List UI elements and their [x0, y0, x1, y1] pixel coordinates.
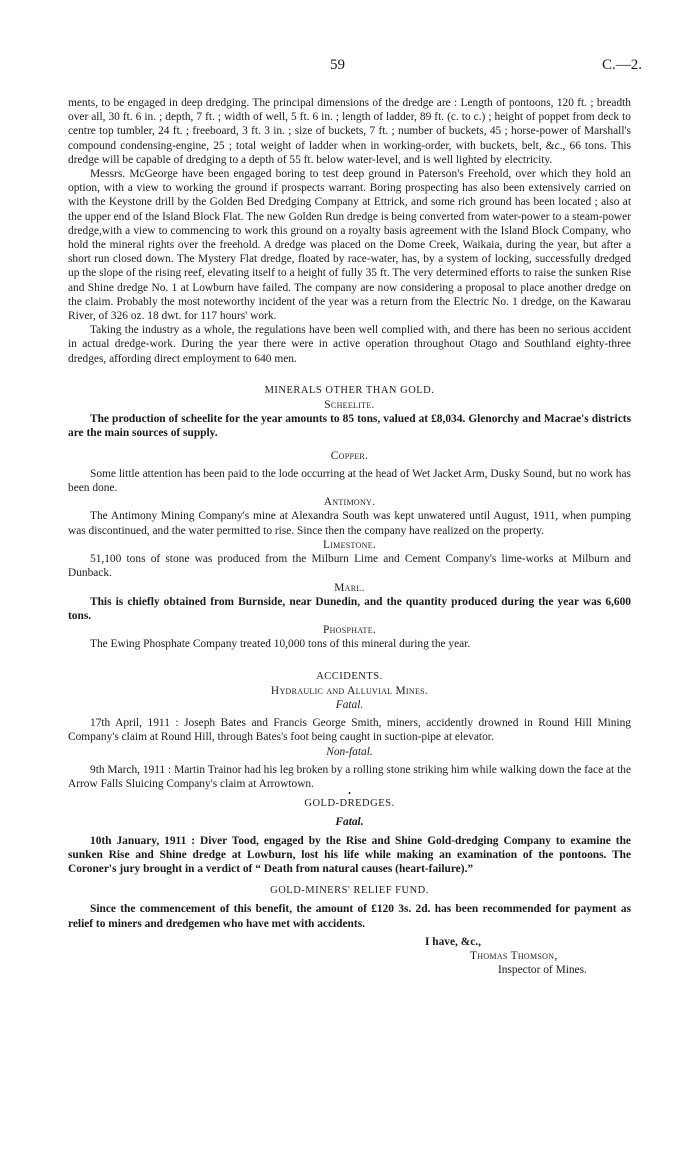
boring-prospecting-paragraph: Messrs. McGeorge have been engaged boring to test deep ground in Paterson's Freehold, over which they hold an option, with a view to working the ground if prospects warrant. Boring prospecting has also been extensively carried on with the Keystone drill by the Golden Bed Dredging Company at Ettrick, and some rich ground has been located ; also at the upper end of the Island Block Flat. The new Golden Run dredge is being converted from water-power to a steam-power dredge,with a view to commencing to work this ground on a royalty basis agreement with the Island Block Company, who hold the mineral rights over the freehold. A dredge was placed on the Dome Creek, Waikaia, during the year, but after a short run closed down. The Mystery Flat dredge, floated by race-water, has, by a system of locking, successfully dredged up the slope of the rising reef, elevating itself to a height of fully 35 ft. The very determined efforts to raise the sunken Rise and Shine dredge No. 1 at Lowburn have failed. The company are now considering a proposal to place another dredge on the claim. Probably the most noteworthy incident of the year was a return from the Electric No. 1 dredge, on the Kawarau River, of 326 oz. 18 dwt. for 117 hours' work. — [68, 168, 631, 323]
phosphate-heading: Phosphate. — [322, 624, 377, 637]
dredges-fatal-paragraph: 10th January, 1911 : Diver Tood, engaged by the Rise and Shine Gold-dredging Company to examine the sunken Rise and Shine dredge at Lowburn, lost his life while making an examination of the pontoons. The Coroner's jury brought in a verdict of “ Death from natural causes (heart-failure).” — [68, 834, 631, 875]
phosphate-paragraph: The Ewing Phosphate Company treated 10,000 tons of this mineral during the year. — [90, 638, 471, 651]
antimony-paragraph: The Antimony Mining Company's mine at Alexandra South was kept unwatered until August, 1911, when pumping was discontinued, and the water permitted to rise. Since then the company have realized on the property. — [68, 510, 631, 537]
limestone-heading: Limestone. — [322, 538, 377, 551]
minerals-heading: MINERALS OTHER THAN GOLD. — [264, 384, 435, 396]
scheelite-paragraph: The production of scheelite for the year amounts to 85 tons, valued at £8,034. Glenorchy and Macrae's districts are the main sources of supply. — [68, 413, 631, 440]
hydraulic-fatal-label: Fatal. — [335, 698, 364, 711]
gold-dredges-heading: GOLD-DREDGES. — [304, 798, 395, 810]
hydraulic-fatal-paragraph: 17th April, 1911 : Joseph Bates and Francis George Smith, miners, accidently drowned in Round Hill Mining Company's claim at Round Hill, through Bates's foot being caught in suction-pipe at elevator. — [68, 717, 631, 744]
hydraulic-nonfatal-paragraph: 9th March, 1911 : Martin Trainor had his leg broken by a rolling stone striking him while walking down the face at the Arrow Falls Sluicing Company's claim at Arrowtown. — [68, 763, 631, 790]
marl-heading: Marl. — [334, 581, 365, 594]
page-body — [68, 96, 631, 977]
signature-name: Thomas Thomson, — [470, 949, 558, 962]
ornament-dot: • — [348, 789, 351, 799]
signature-closing: I have, &c., — [425, 935, 481, 948]
document-reference: C.—2. — [601, 57, 642, 73]
limestone-paragraph: 51,100 tons of stone was produced from the Milburn Lime and Cement Company's lime-works at Milburn and Dunback. — [68, 553, 631, 580]
relief-fund-paragraph: Since the commencement of this benefit, the amount of £120 3s. 2d. has been recommended for payment as relief to miners and dredgemen who have met with accidents. — [68, 903, 631, 930]
marl-paragraph: This is chiefly obtained from Burnside, near Dunedin, and the quantity produced during the year was 6,600 tons. — [68, 595, 631, 622]
copper-heading: Copper. — [330, 449, 369, 462]
hydraulic-mines-heading: Hydraulic and Alluvial Mines. — [270, 684, 429, 697]
page-header — [0, 58, 700, 78]
copper-paragraph: Some little attention has been paid to the lode occurring at the head of Wet Jacket Arm, Dusky Sound, but no work has been done. — [68, 467, 631, 495]
relief-fund-heading: GOLD-MINERS' RELIEF FUND. — [270, 885, 429, 897]
industry-summary-paragraph: Taking the industry as a whole, the regulations have been well complied with, and there has been no serious accident in actual dredge-work. During the year there were in active operation throughout Otago and Southland eighty-three dredges, affording direct employment to 640 men. — [68, 324, 631, 365]
antimony-heading: Antimony. — [323, 496, 376, 509]
dredges-fatal-label: Fatal. — [335, 816, 364, 829]
hydraulic-nonfatal-label: Non-fatal. — [326, 745, 373, 758]
dredge-dimensions-paragraph: ments, to be engaged in deep dredging. The principal dimensions of the dredge are : Length of pontoons, 120 ft. ; breadth over all, 30 ft. 6 in. ; depth, 7 ft. ; width of well, 5 ft. 6 in. ; length of ladder, 89 ft. (c. to c.) ; height of poppet from deck to centre top tumbler, 24 ft. ; freeboard, 3 ft. 3 in. ; size of buckets, 7 ft. ; number of buckets, 45 ; horse-power of Marshall's compound condensing-engine, 25 ; total weight of ladder when in working-order, with buckets, belt, &c., 66 tons. This dredge will be capable of dredging to a depth of 55 ft. below water-level, and is well lighted by electricity. — [68, 97, 631, 166]
signature-title: Inspector of Mines. — [498, 964, 587, 977]
page-number: 59 — [330, 57, 345, 73]
scheelite-heading: Scheelite. — [324, 399, 375, 412]
accidents-heading: ACCIDENTS. — [316, 670, 383, 682]
